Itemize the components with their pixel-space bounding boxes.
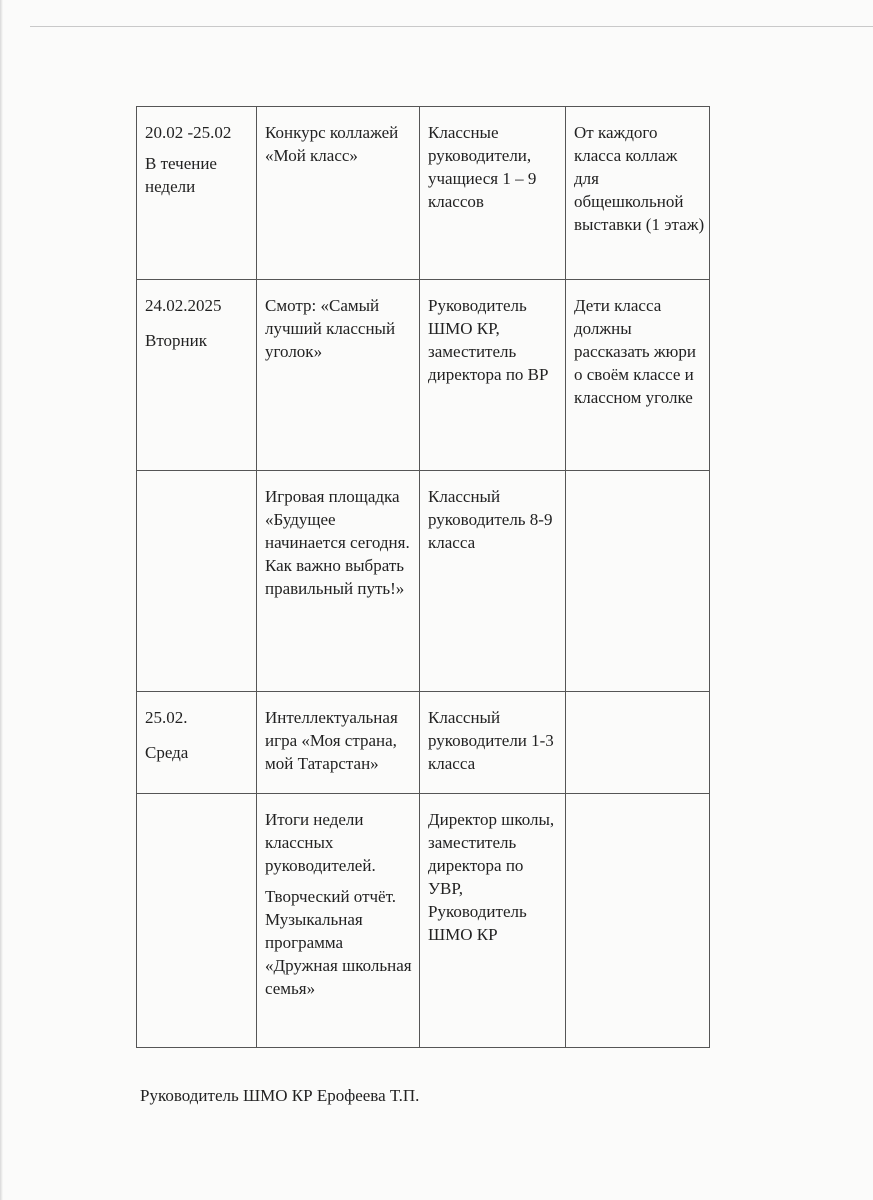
event-text: Конкурс коллажей «Мой класс»: [265, 123, 399, 165]
responsible-text: Классный руководитель 8-9 класса: [428, 487, 553, 552]
responsible-cell: [420, 794, 566, 1048]
day-text: Среда: [145, 743, 189, 762]
table-row: [137, 280, 710, 471]
event-cell: [257, 471, 420, 692]
table-row: [137, 692, 710, 794]
date-text: 24.02.2025: [145, 296, 222, 315]
note-cell: [566, 471, 710, 692]
signature-line: Руководитель ШМО КР Ерофеева Т.П.: [140, 1086, 420, 1105]
responsible-cell: [420, 280, 566, 471]
responsible-cell: [420, 692, 566, 794]
event-extra-text: Творческий отчёт. Музыкальная программа «Дружная школьная семья»: [265, 887, 412, 998]
note-cell: [566, 692, 710, 794]
event-cell: [257, 794, 420, 1048]
responsible-cell: [420, 471, 566, 692]
note-cell: [566, 280, 710, 471]
date-cell: [137, 794, 257, 1048]
date-text: 20.02 -25.02: [145, 123, 232, 142]
date-text: 25.02.: [145, 708, 188, 727]
date-cell: [137, 280, 257, 471]
scan-edge-shadow: [0, 0, 3, 1200]
note-cell: [566, 107, 710, 280]
responsible-text: Директор школы, заместитель директора по УВР, Руководитель ШМО КР: [428, 810, 555, 944]
event-text: Итоги недели классных руководителей.: [265, 810, 376, 875]
date-cell: [137, 471, 257, 692]
events-table: [136, 106, 710, 1048]
table-row: [137, 794, 710, 1048]
day-text: Вторник: [145, 331, 207, 350]
scan-artifact-line: [30, 26, 873, 27]
responsible-text: Руководитель ШМО КР, заместитель директора по ВР: [428, 296, 549, 384]
event-cell: [257, 107, 420, 280]
event-cell: [257, 280, 420, 471]
table-row: [137, 471, 710, 692]
event-text: Интеллектуальная игра «Моя страна, мой Татарстан»: [265, 708, 398, 773]
responsible-text: Классные руководители, учащиеся 1 – 9 классов: [428, 123, 537, 211]
day-text: В течение недели: [145, 154, 217, 196]
responsible-text: Классный руководители 1-3 класса: [428, 708, 554, 773]
note-text: От каждого класса коллаж для общешкольной выставки (1 этаж): [574, 123, 705, 234]
responsible-cell: [420, 107, 566, 280]
event-text: Игровая площадка «Будущее начинается сегодня. Как важно выбрать правильный путь!»: [265, 487, 410, 598]
event-cell: [257, 692, 420, 794]
note-cell: [566, 794, 710, 1048]
note-text: Дети класса должны рассказать жюри о своём классе и классном уголке: [574, 296, 696, 407]
date-cell: [137, 692, 257, 794]
table-row: [137, 107, 710, 280]
date-cell: [137, 107, 257, 280]
event-text: Смотр: «Самый лучший классный уголок»: [265, 296, 396, 361]
